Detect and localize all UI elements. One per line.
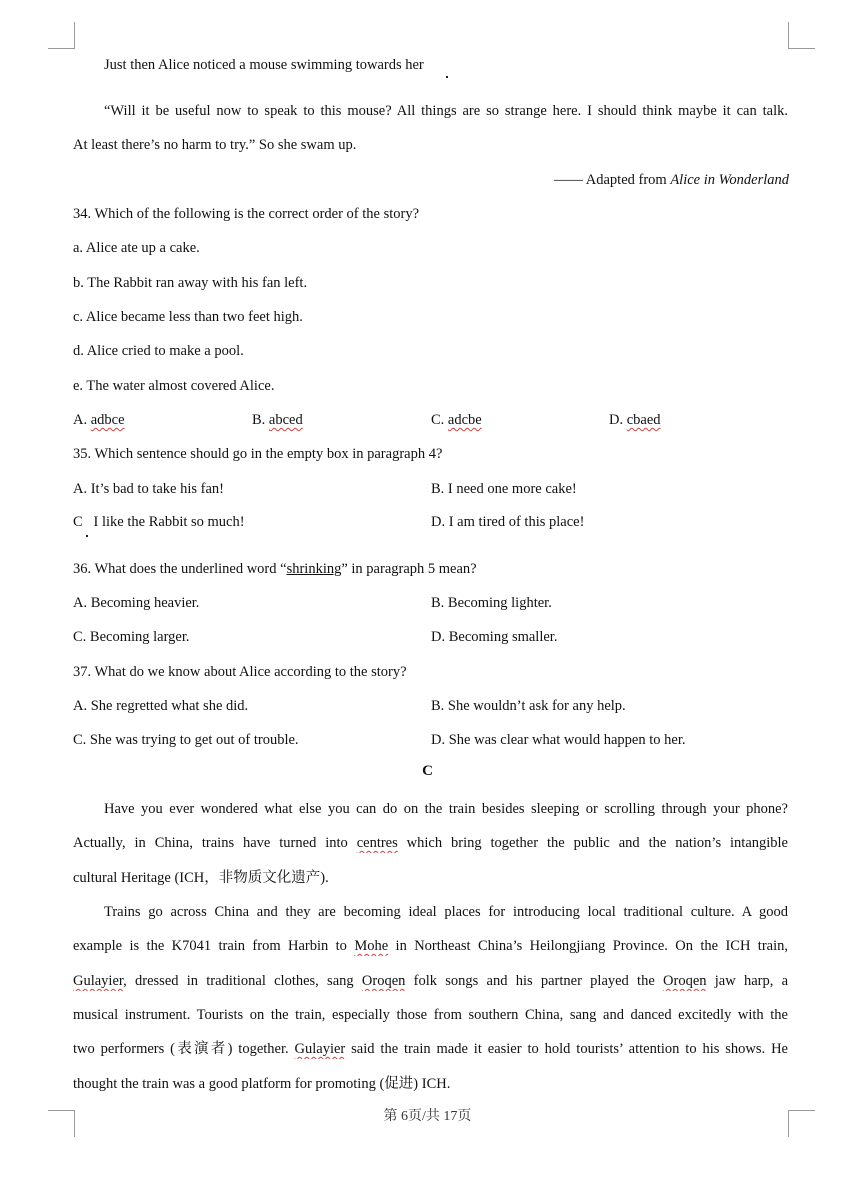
q34-event: a. Alice ate up a cake. [73,240,200,256]
q34-event: c. Alice became less than two feet high. [73,309,303,325]
q34-option-d: D. cbaed [609,412,661,428]
source-attribution: —— Adapted from Alice in Wonderland [553,172,789,188]
passage-c-line: thought the train was a good platform for promoting (促进) ICH. [73,1076,451,1092]
question-35-stem: 35. Which sentence should go in the empty box in paragraph 4? [73,446,443,462]
passage-c-line: Have you ever wondered what else you can do on the train besides sleeping or scrolling through your phone? [104,801,788,817]
q34-event: b. The Rabbit ran away with his fan left. [73,275,308,291]
passage-c-line: example is the K7041 train from Harbin to Mohe in Northeast China’s Heilongjiang Province. On the ICH train, [73,938,788,954]
passage-c-line: two performers (表演者) together. Gulayier said the train made it easier to hold tourists’ attention to his shows. He [73,1041,788,1057]
q36-option-b: B. Becoming lighter. [431,595,552,611]
q34-option-a: A. adbce [73,412,125,428]
q37-option-c: C. She was trying to get out of trouble. [73,732,299,748]
source-title: Alice in Wonderland [670,172,789,188]
passage-line: At least there’s no harm to try.” So she swam up. [73,137,357,153]
passage-line: “Will it be useful now to speak to this mouse? All things are so strange here. I should think maybe it can talk. [104,103,788,119]
q35-option-b: B. I need one more cake! [431,481,577,497]
question-36-stem: 36. What does the underlined word “shrinking” in paragraph 5 mean? [73,561,477,577]
q37-option-d: D. She was clear what would happen to her. [431,732,686,748]
page-number-footer: 第 6页/共 17页 [383,1109,472,1124]
q35-option-a: A. It’s bad to take his fan! [73,481,225,497]
q36-option-d: D. Becoming smaller. [431,629,558,645]
q35-option-c: C I like the Rabbit so much! [73,514,245,530]
passage-c-line: Gulayier, dressed in traditional clothes, sang Oroqen folk songs and his partner played the Oroqen jaw harp, a [73,973,788,989]
passage-c-line: Trains go across China and they are becoming ideal places for introducing local traditional culture. A good [104,904,788,920]
passage-line: Just then Alice noticed a mouse swimming towards her [104,57,424,73]
crop-mark-top-left [48,22,75,49]
stray-dot [446,76,448,78]
q35-option-d: D. I am tired of this place! [431,514,585,530]
q37-option-b: B. She wouldn’t ask for any help. [431,698,626,714]
q37-option-a: A. She regretted what she did. [73,698,249,714]
passage-c-line: Actually, in China, trains have turned into centres which bring together the public and the nation’s intangible [73,835,788,851]
stray-dot [86,535,88,537]
q34-option-b: B. abced [252,412,303,428]
q34-option-c: C. adcbe [431,412,482,428]
question-37-stem: 37. What do we know about Alice according to the story? [73,664,407,680]
section-heading: C [422,763,433,779]
question-34-stem: 34. Which of the following is the correct order of the story? [73,206,420,222]
underlined-word: shrinking [286,561,342,577]
q34-event: e. The water almost covered Alice. [73,378,275,394]
q36-option-a: A. Becoming heavier. [73,595,200,611]
q34-event: d. Alice cried to make a pool. [73,343,244,359]
passage-c-line: cultural Heritage (ICH，非物质文化遗产). [73,870,329,886]
q36-option-c: C. Becoming larger. [73,629,190,645]
crop-mark-top-right [788,22,815,49]
passage-c-line: musical instrument. Tourists on the train, especially those from southern China, sang and danced excitedly with the [73,1007,788,1023]
